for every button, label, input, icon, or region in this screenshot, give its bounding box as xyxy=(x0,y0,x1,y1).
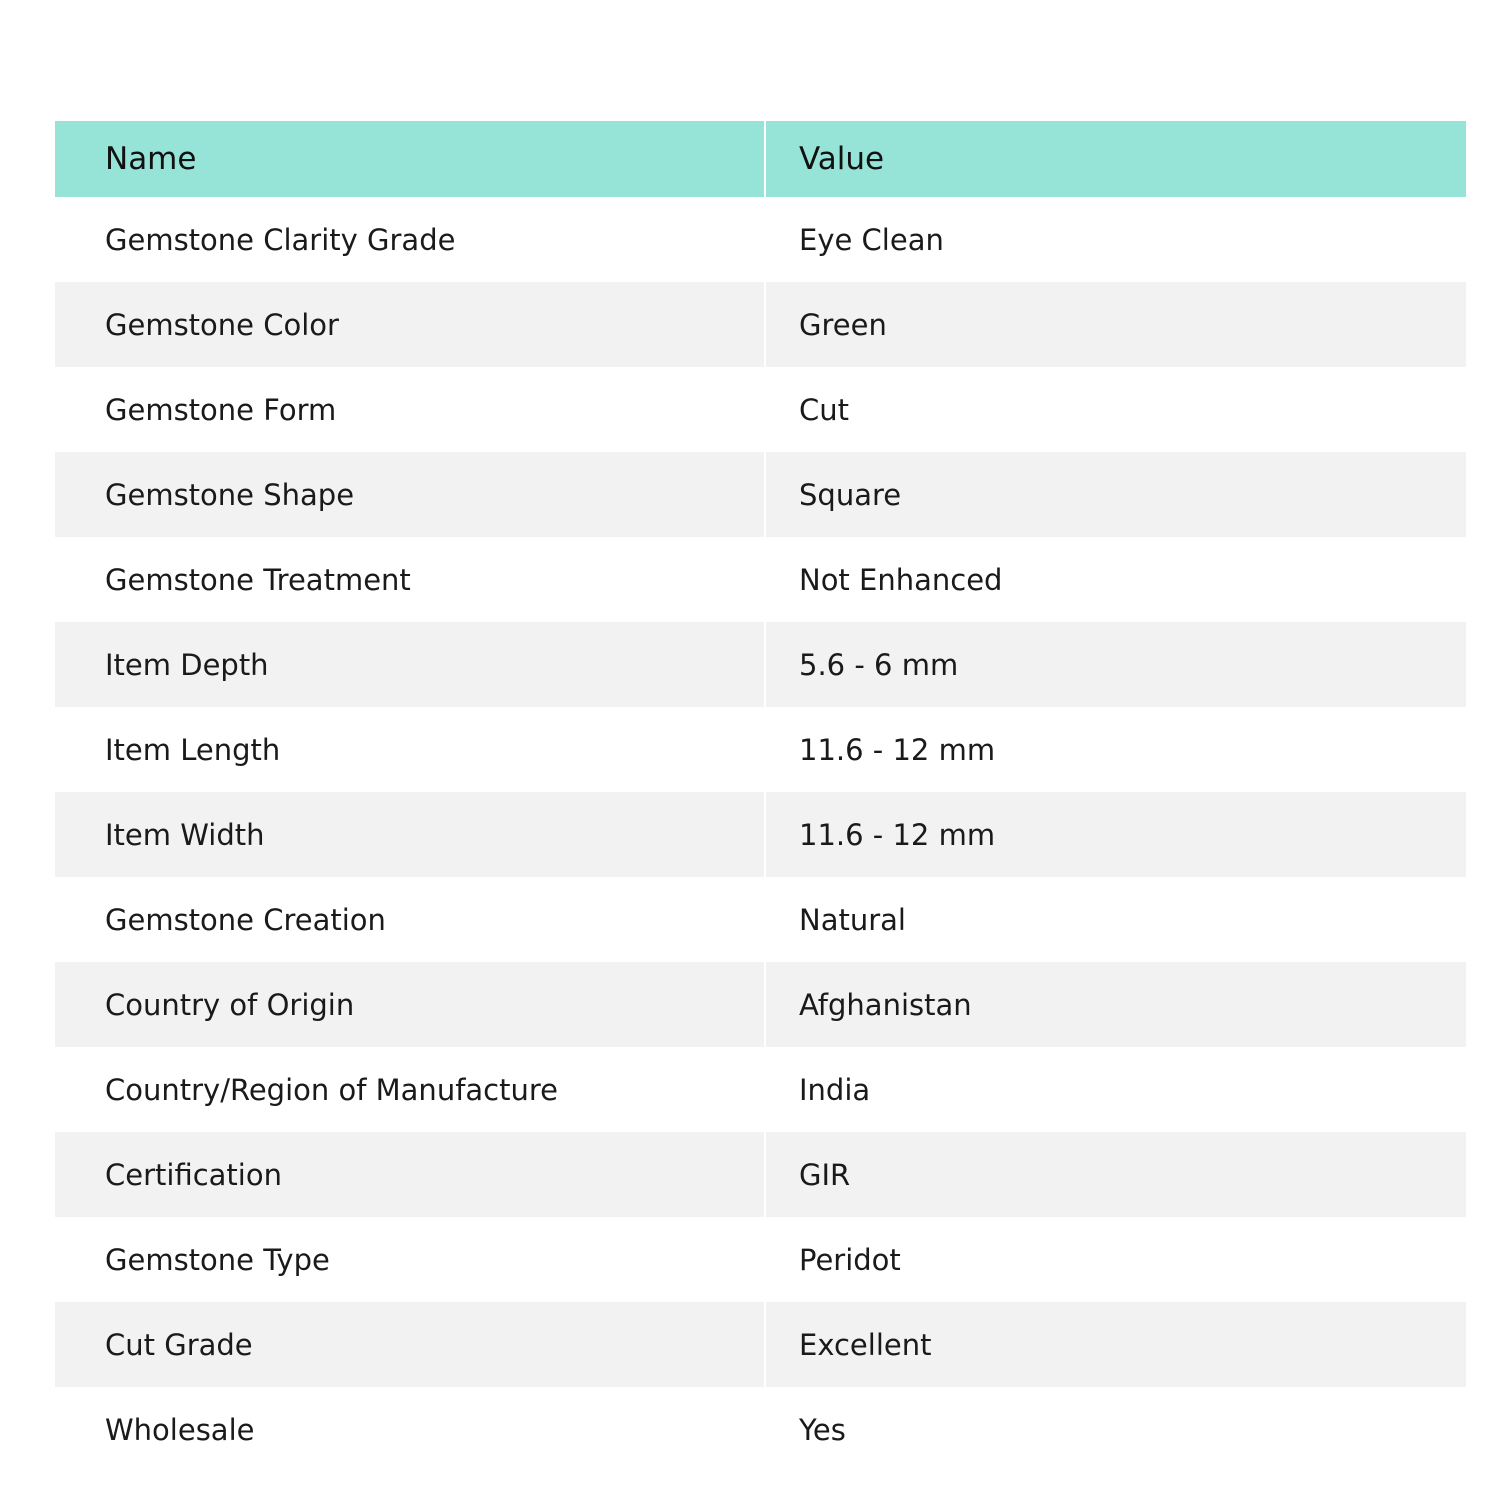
spec-name: Gemstone Shape xyxy=(55,452,766,537)
table-row xyxy=(55,622,1466,707)
spec-name: Item Width xyxy=(55,792,766,877)
specifications-table xyxy=(55,121,1466,1472)
spec-name: Country of Origin xyxy=(55,962,766,1047)
spec-value: GIR xyxy=(766,1132,1466,1217)
table-row xyxy=(55,537,1466,622)
table-row xyxy=(55,707,1466,792)
spec-value: Eye Clean xyxy=(766,197,1466,282)
spec-value: Not Enhanced xyxy=(766,537,1466,622)
spec-value: Natural xyxy=(766,877,1466,962)
spec-name: Item Depth xyxy=(55,622,766,707)
table-body xyxy=(55,197,1466,1472)
spec-name: Gemstone Creation xyxy=(55,877,766,962)
table-row xyxy=(55,792,1466,877)
spec-value: Peridot xyxy=(766,1217,1466,1302)
table-row xyxy=(55,452,1466,537)
spec-value: 5.6 - 6 mm xyxy=(766,622,1466,707)
spec-name: Country/Region of Manufacture xyxy=(55,1047,766,1132)
spec-name: Gemstone Form xyxy=(55,367,766,452)
column-header-value: Value xyxy=(766,121,1466,197)
table-row xyxy=(55,1387,1466,1472)
header-row xyxy=(55,121,1466,197)
table-row xyxy=(55,197,1466,282)
spec-value: Afghanistan xyxy=(766,962,1466,1047)
spec-name: Item Length xyxy=(55,707,766,792)
spec-value: Cut xyxy=(766,367,1466,452)
spec-value: India xyxy=(766,1047,1466,1132)
table-row xyxy=(55,1217,1466,1302)
spec-name: Certification xyxy=(55,1132,766,1217)
spec-name: Gemstone Type xyxy=(55,1217,766,1302)
table-row xyxy=(55,962,1466,1047)
spec-name: Gemstone Clarity Grade xyxy=(55,197,766,282)
spec-value: 11.6 - 12 mm xyxy=(766,792,1466,877)
table-row xyxy=(55,1047,1466,1132)
spec-name: Gemstone Color xyxy=(55,282,766,367)
column-header-name: Name xyxy=(55,121,766,197)
spec-name: Cut Grade xyxy=(55,1302,766,1387)
table-row xyxy=(55,367,1466,452)
spec-value: Green xyxy=(766,282,1466,367)
table-header xyxy=(55,121,1466,197)
spec-value: Yes xyxy=(766,1387,1466,1472)
spec-value: 11.6 - 12 mm xyxy=(766,707,1466,792)
spec-value: Excellent xyxy=(766,1302,1466,1387)
spec-name: Gemstone Treatment xyxy=(55,537,766,622)
spec-name: Wholesale xyxy=(55,1387,766,1472)
table-row xyxy=(55,1132,1466,1217)
table-row xyxy=(55,877,1466,962)
table-row xyxy=(55,1302,1466,1387)
table-row xyxy=(55,282,1466,367)
spec-value: Square xyxy=(766,452,1466,537)
